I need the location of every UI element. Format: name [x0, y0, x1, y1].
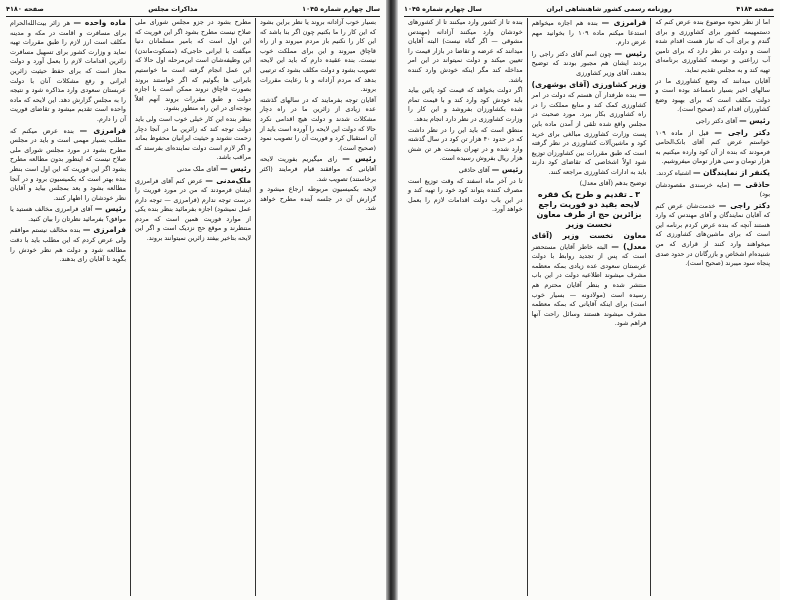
column — [404, 18, 527, 596]
paragraph-text: آقایان توجه بفرمایند که در سالهای گذشته عده زیادی از زائرین ما در راه دچار مشکلات شدند و دولت هیچ اقدامی نکرد حالا که دولت این لایحه را آورده است باید از آن استقبال کرد و فوریت آن را تصویب نمود (صحیح است). — [260, 95, 376, 152]
page-number: صفحه ۴۱۸۴ — [736, 5, 774, 13]
speaker-name: رئیس — — [342, 154, 376, 164]
paragraph — [260, 18, 376, 95]
speaker-name: یکنفر از نمایندگان — — [693, 167, 770, 177]
paragraph — [655, 77, 770, 115]
paragraph-text: بنظر بنده این کار خیلی خوب است ولی باید دولت توجه کند که زائرین ما در آنجا دچار زحمت نشوند و حیثیت ایرانیان محفوظ بماند و اگر لازم است دولت نماینده‌ای بفرستد که مراقب باشد. — [135, 114, 251, 162]
paragraph — [135, 18, 251, 114]
section-title: مذاکرات مجلس — [148, 5, 198, 13]
paragraph-text: بنده مخالف نیستم موافقم ولی عرض کردم که این مطلب باید با دقت مطالعه شود و دولت هم نظر خودش را بگوید تا آقایان رای بدهند. — [10, 226, 126, 264]
speaker-name: فرامرزی — — [601, 18, 647, 27]
speaker-name: رئیس — — [739, 115, 770, 125]
paragraph — [260, 96, 376, 154]
paragraph — [135, 176, 251, 244]
paragraph-text: بنده هم اجازه میخواهم استدعا میکنم ماده ۱۰۹ را بخوانید مهم عرض دارم. — [531, 19, 647, 47]
paragraph — [655, 201, 770, 269]
column — [650, 18, 774, 596]
paragraph — [408, 86, 523, 124]
columns — [404, 18, 774, 596]
speaker-name: دکتر راجی — — [714, 127, 770, 137]
paragraph — [408, 126, 523, 164]
speaker-name: رئیس — — [94, 204, 126, 214]
paragraph-text: مطرح بشود در جزو مجلس شورای ملی صلاح نیست مطرح بشود اگر این فوریت که این اول است که بامیر مسلمانان دنیا میگفت با ایرانی حاجی‌که (مسکوت‌ماندن) این وظیفه‌شان است این‌مرحله اول حالا که این عمل انجام گرفته است ما خواستیم بایرانی ها بگوئیم که اگر خواستند بروند بصورت قاچاق نروند ممکن است با اجازه دولت و طبق مقررات بروند آنهم اقلاً بودجه‌ای در این راه منظور بشود. — [135, 18, 251, 113]
article-heading: ۳ ـ تقدیم و طرح یک فقره لایحه بقید دو فوریت راجع بزائرین حج از طرف معاون نخست وزیر — [536, 190, 642, 230]
book-gutter — [386, 0, 398, 600]
paragraph-text: آقایان میدانند که وضع کشاورزی ما در سالهای اخیر بسیار نامساعد بوده است و دولت مکلف است که برای بهبود وضع کشاورزان اقدام کند (صحیح است). — [655, 76, 770, 114]
column — [255, 18, 380, 596]
paragraph — [135, 164, 251, 175]
paragraph — [10, 126, 126, 204]
paragraph — [408, 165, 523, 176]
page-header — [6, 3, 380, 17]
right-page — [398, 0, 780, 600]
paragraph-text: اما از نظر نحوه موضوع بنده عرض کنم که دستمهیمه کشور برای کشاورزی و برای گندم و برای آب که نیاز هست اقدام شده است و دولت در نظر دارد که برای تامین آب زراعتی و توسعه کشاورزی برنامه‌ای تهیه کند و به مجلس تقدیم نماید. — [655, 18, 770, 74]
paragraph — [655, 168, 770, 179]
paragraph-text: توضیح بدهم (آقای معدل) — [579, 178, 647, 187]
page-header — [404, 3, 774, 17]
paragraph — [10, 225, 126, 264]
paragraph-text: قبل از ماده ۱۰۹ خواستم عرض کنم آقای بانک‌الحامی فرمودند که بنده از آن کود وارده میکنیم به هزار تومان و سی هزار تومان میفروشیم. — [655, 128, 770, 166]
speaker-name: فرامرزی — — [82, 225, 126, 235]
paragraph-text: آقای دکتر راجی — [695, 116, 738, 125]
paragraph — [408, 177, 523, 215]
speaker-name: وزیر کشاورزی (آقای بوشهری) — — [531, 79, 647, 100]
speaker-name: معاون نخست وزیر (آقای معدل) — — [531, 231, 647, 251]
speaker-name: ماده واحده — — [73, 18, 126, 27]
speaker-name: رئیس — — [491, 164, 523, 174]
speaker-name: رئیس — — [220, 163, 251, 173]
page-number: صفحه ۴۱۸۰ — [6, 5, 44, 13]
paragraph-text: بنده طرفدار آن هستم که دولت در امر کشاورزی کمک کند و منابع مملکت را در راه کشاورزی بکار ببرد. مورد صحبت در مجلس واقع شده تلقی از آمدن ماده باین پست وزارت کشاورزی مبالغی برای خرید کود و ماشین‌آلات کشاورزی در نظر گرفته است که طبق مقررات بین کشاورزان توزیع شود اولاً اشخاصی که تقاضای کود دارند باید به ادارات کشاورزی مراجعه کنند. — [531, 91, 647, 176]
publication-title: روزنامه رسمی کشور شاهنشاهی ایران — [546, 5, 672, 13]
speaker-name: حاذقی — — [733, 179, 770, 189]
paragraph-text: البته خاطر آقایان مستحضر است که پس از تجدید روابط با دولت عربستان سعودی عده زیادی بمکه معظمه مشرف میشوند اطلاعیه دولت در این باب منتشر شده و بنظر آقایان محترم هم رسیده است (مولادونه — بسیار خوب است) برای اینکه آقایانی که بمکه معظمه مشرف میشوند هستند وسائل راحت آنها فراهم شود. — [531, 242, 647, 328]
paragraph — [532, 18, 647, 48]
paragraph — [260, 185, 376, 214]
paragraph — [655, 128, 770, 167]
paragraph-text: چون اسم آقای دکتر راجی را بردند ایشان هم مجبور بودند که توضیح بدهند، آقای وزیر کشاورزی — [531, 49, 647, 77]
column — [527, 18, 651, 596]
paragraph — [655, 18, 770, 76]
paragraph-text: منطق است که باید این را در نظر داشت که در حدود ۴۰ هزار تن کود در سال گذشته وارد شده و در تهران بقیمت هر تن شش هزار ریال بفروش رسیده است. — [407, 125, 523, 163]
paragraph — [532, 231, 647, 329]
columns — [6, 18, 380, 596]
paragraph-text: تا در آخر ماه اسفند که وقت توزیع است مصرف کننده بتواند کود خود را تهیه کند و در این باب دولت اقدامات لازم را بعمل خواهد آورد. — [407, 176, 523, 214]
paragraph — [655, 180, 770, 200]
paragraph-text: رای میگیریم بفوریت لایحه آقایانی که موافقند قیام فرمایند (اکثر برخاستند) تصویب شد. — [260, 155, 376, 183]
speaker-name: رئیس — — [614, 48, 647, 58]
paragraph — [532, 179, 647, 189]
paragraph — [10, 18, 126, 125]
paragraph — [408, 18, 523, 85]
paragraph-text: خدمت‌شان عرض کنم که آقایان نمایندگان و آقای مهندس که وارد هستند آنچه که بنده عرض کردم برنامه این است که برای ماشین‌های کشاورزی که میخواهند وارد کنند از قراری که من شنیده‌ام اشخاص و بازرگانان در حدود صدی پنجاه سود میبرند (صحیح است). — [655, 201, 770, 268]
paragraph-text: هر زائر بیت‌الله‌الحرام برای مسافرت و اقامت در مکه و مدینه مکلف است ارز لازم را طبق مقررات تهیه نماید و وزارت کشور برای تسهیل مسافرت زائرین اقدامات لازم را بعمل آورد و دولت مجاز است که برای حفظ حیثیت زائرین ایرانی و رفع مشکلات آنان با دولت عربستان سعودی وارد مذاکره شود و نتیجه را به مجلس گزارش دهد. این لایحه که ماده واحده است تقدیم میشود و تقاضای فوریت آن را دارم. — [10, 19, 126, 123]
column — [130, 18, 255, 596]
paragraph — [10, 204, 126, 224]
speaker-name: دکتر راجی — — [718, 200, 770, 210]
issue-number: سال چهارم شماره ۱۰۴۵ — [302, 5, 380, 13]
paragraph — [532, 80, 647, 178]
paragraph-text: آقای حاذقی — [458, 165, 490, 174]
paragraph-text: اشتباه کردند. — [656, 168, 691, 177]
paragraph-text: بنده تا از کشور وارد میکنند تا از کشورهای خودشان وارد میکنند آزادانه (مهندس مشوقی — اگر گناه نیست) البته آقایان میدانند که عرضه و تقاضا در بازار قیمت را تعیین میکند و دولت نمیتواند در این امر مداخله کند مگر اینکه خودش وارد کننده باشد. — [407, 18, 523, 84]
paragraph-text: آقای ملک مدنی — [177, 164, 219, 173]
scan-margin — [780, 0, 792, 600]
paragraph-text: بسیار خوب آزادانه بروند یا نظر براین بشود که این کار را ما بکنیم چون اگر بنا باشد که این کار را نکنیم باز مردم میروند و از راه قاچاق میروند و این برای مملکت خوب نیست. بنده عقیده دارم که باید این لایحه تصویب بشود و دولت مکلف بشود که ترتیبی بدهد که مردم آزادانه و با رعایت مقررات بروند. — [260, 18, 376, 94]
paragraph-text: اگر دولت بخواهد که قیمت کود پائین بیاید باید خودش کود وارد کند و با قیمت تمام شده بکشاورزان بفروشد و این کار را وزارت کشاورزی در نظر دارد انجام بدهد. — [407, 86, 523, 123]
issue-number: سال چهارم شماره ۱۰۴۵ — [404, 5, 482, 13]
column — [6, 18, 130, 596]
speaker-name: ملک‌مدنی — — [205, 175, 251, 185]
paragraph-text: لایحه بکمیسیون مربوطه ارجاع میشود و گزارش آن در جلسه آینده مطرح خواهد شد. — [260, 185, 376, 213]
paragraph — [532, 49, 647, 79]
paragraph-text: آقای فرامرزی مخالف هستید یا موافق؟ بفرمائید نظرتان را بیان کنید. — [10, 205, 126, 223]
speaker-name: فرامرزی — — [79, 125, 126, 135]
paragraph — [655, 116, 770, 127]
left-page — [0, 0, 386, 600]
paragraph-text: (مایه خرسندی مقصودشان بود) — [655, 180, 770, 199]
paragraph — [135, 115, 251, 163]
paragraph-text: بنده عرض میکنم که مطلب بسیار مهمی است و باید در مجلس مطرح بشود در مورد مجلس شورای ملی صلاح نیست که اینطور بدون مطالعه مطرح بشود اگر این فوریت که این اول است بنظر بنده بهتر است که بکمیسیون برود و در آنجا مطالعه بشود و بعد بمجلس بیاید و آقایان نظر خودشان را اظهار کنند. — [10, 126, 126, 202]
paragraph-text: عرض کنم آقای فرامرزی ایشان فرمودند که من در مورد فوریت را درست توجه ندارم (فرامرزی — توجه دارم عمل نمیشود) اجازه بفرمائید بنظر بنده یکی از موارد فوریت همین است که مردم منتظرند و موقع حج نزدیک است و اگر این لایحه بتاخیر بیفتد زائرین نمیتوانند بروند. — [135, 176, 251, 243]
paragraph — [260, 154, 376, 184]
